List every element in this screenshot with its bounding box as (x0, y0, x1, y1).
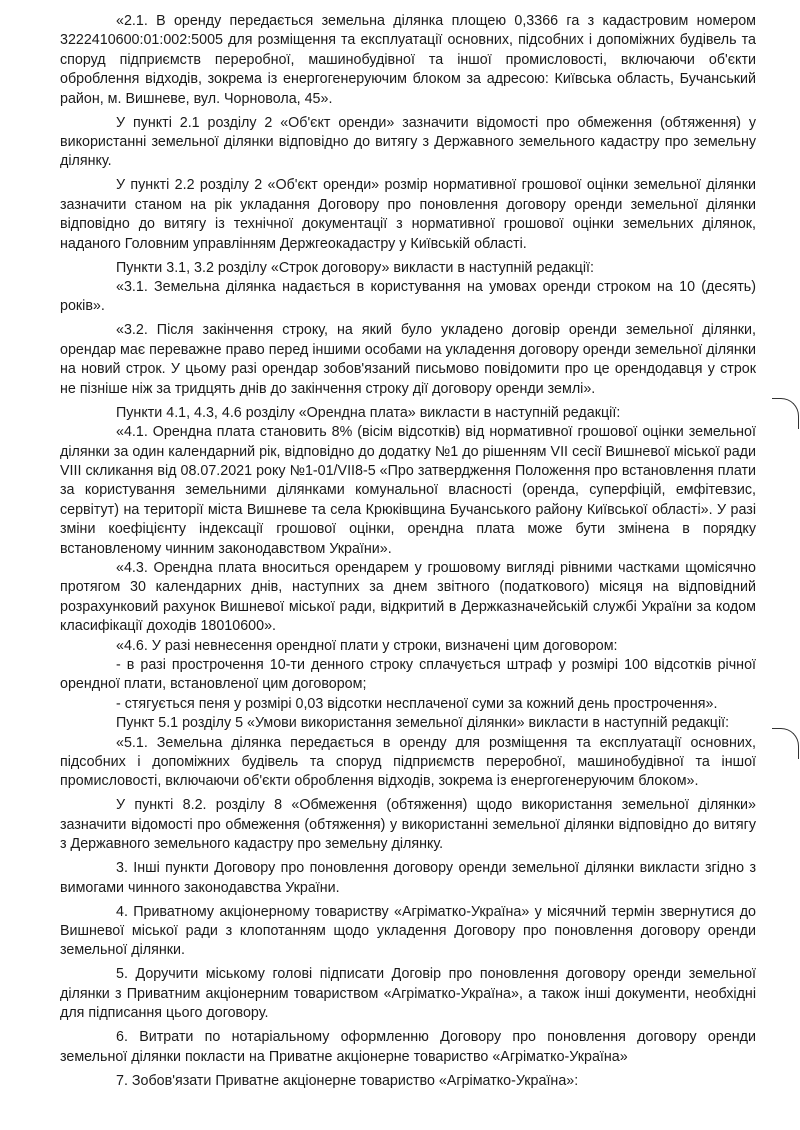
paragraph-4-6: «4.6. У разі невнесення орендної плати у строки, визначені цим договором: (116, 637, 618, 654)
paragraph-item-4: 4. Приватному акціонерному товариству «Агріматко-Україна» у місячний термін звернутися до Вишневої міської ради з клопотанням щодо укладення Договору про поновлення договору оренди земельної ділянки. (60, 903, 756, 959)
paragraph-usage-heading: Пункт 5.1 розділу 5 «Умови використання земельної ділянки» викласти в наступній редакції: (116, 715, 730, 732)
paragraph-item-2-1-encumbrance: У пункті 2.1 розділу 2 «Об'єкт оренди» зазначити відомості про обмеження (обтяження) у використанні земельної ділянки відповідно до витягу з Державного земельного кадастру про земельну ділянку. (60, 114, 756, 170)
document-page (60, 12, 756, 1096)
paragraph-4-1: «4.1. Орендна плата становить 8% (вісім відсотків) від нормативної грошової оцінки земельної ділянки за один календарний рік, відповідно до додатку №1 до рішенням VII сесії Вишневої міської ради VIII скликання від 08.07.2021 року №1-01/VII8-5 «Про затвердження Положення про встановлення плати за користування земельними ділянками комунальної власності (оренда, суперфіцій, емфітевзис, сервітут) на території міста Вишневе та села Крюківщина Бучанського району Київської області». У разі зміни коефіцієнту індексації грошової оцінки, орендна плата може бути змінена в порядку встановленому чинним законодавством України». (60, 424, 756, 557)
paragraph-item-7: 7. Зобов'язати Приватне акціонерне товариство «Агріматко-Україна»: (116, 1072, 579, 1089)
paragraph-4-3: «4.3. Орендна плата вноситься орендарем у грошовому вигляді рівними частками щомісячно протягом 30 календарних днів, наступних за днем звітного (податкового) місяця на відповідний розрахунковий рахунок Вишневої міської ради, відкритий в Держказначейській службі України за кодом класифікації доходів 18010600». (60, 559, 756, 635)
paragraph-4-6-fine: - в разі прострочення 10-ти денного строку сплачується штраф у розмірі 100 відсотків річної орендної плати, встановленої цим договором; (60, 656, 756, 693)
paragraph-2-1: «2.1. В оренду передається земельна ділянка площею 0,3366 га з кадастровим номером 3222410600:01:002:5005 для розміщення та експлуатації основних, підсобних і допоміжних будівель та споруд підприємств переробної, машинобудівної та іншої промисловості, включаючи об'єкти оброблення відходів, зокрема із енергогенеруючим блоком за адресою: Київська область, Бучанський район, м. Вишневе, вул. Чорновола, 45». (60, 13, 756, 107)
paragraph-item-2-2-valuation: У пункті 2.2 розділу 2 «Об'єкт оренди» розмір нормативної грошової оцінки земельної ділянки зазначити станом на рік укладання Договору про поновлення договору оренди земельної ділянки відповідно до витягу із технічної документації з нормативної грошової оцінки земельних ділянок, наданого Головним управлінням Держгеокадастру у Київській області. (60, 177, 756, 252)
paragraph-item-6: 6. Витрати по нотаріальному оформленню Договору про поновлення договору оренди земельної ділянки покласти на Приватне акціонерне товариство «Агріматко-Україна» (60, 1029, 756, 1065)
paragraph-5-1: «5.1. Земельна ділянка передається в оренду для розміщення та експлуатації основних, підсобних і допоміжних будівель та споруд підприємств переробної, машинобудівної та іншої промисловості, включаючи об'єкти оброблення відходів, зокрема із енергогенеруючим блоком». (60, 734, 756, 790)
paragraph-8-2: У пункті 8.2. розділу 8 «Обмеження (обтяження) щодо використання земельної ділянки» зазначити відомості про обмеження (обтяження) у використанні земельної ділянки відповідно до витягу з Державного земельного кадастру про земельну ділянку. (60, 797, 756, 853)
punch-hole-mark (772, 398, 799, 429)
paragraph-rent-heading: Пункти 4.1, 4.3, 4.6 розділу «Орендна плата» викласти в наступній редакції: (116, 404, 621, 421)
punch-hole-mark (772, 728, 799, 759)
paragraph-item-5: 5. Доручити міському голові підписати Договір про поновлення договору оренди земельної ділянки з Приватним акціонерним товариством «Агріматко-Україна», а також інші документи, необхідні для підписання цього договору. (60, 966, 756, 1022)
paragraph-item-3: 3. Інші пункти Договору про поновлення договору оренди земельної ділянки викласти згідно з вимогами чинного законодавства України. (60, 860, 756, 896)
paragraph-3-2: «3.2. Після закінчення строку, на який було укладено договір оренди земельної ділянки, орендар має переважне право перед іншими особами на укладення договору оренди земельної ділянки на новий строк. У цьому разі орендар зобов'язаний письмово повідомити про це орендодавця у строк не пізніше ніж за тридцять днів до закінчення строку дії договору оренди землі». (60, 322, 756, 397)
paragraph-3-1: «3.1. Земельна ділянка надається в користування на умовах оренди строком на 10 (десять) років». (60, 279, 756, 315)
paragraph-4-6-penalty: - стягується пеня у розмірі 0,03 відсотки несплаченої суми за кожний день прострочення». (116, 695, 718, 712)
paragraph-term-heading: Пункти 3.1, 3.2 розділу «Строк договору» викласти в наступній редакції: (116, 259, 594, 276)
